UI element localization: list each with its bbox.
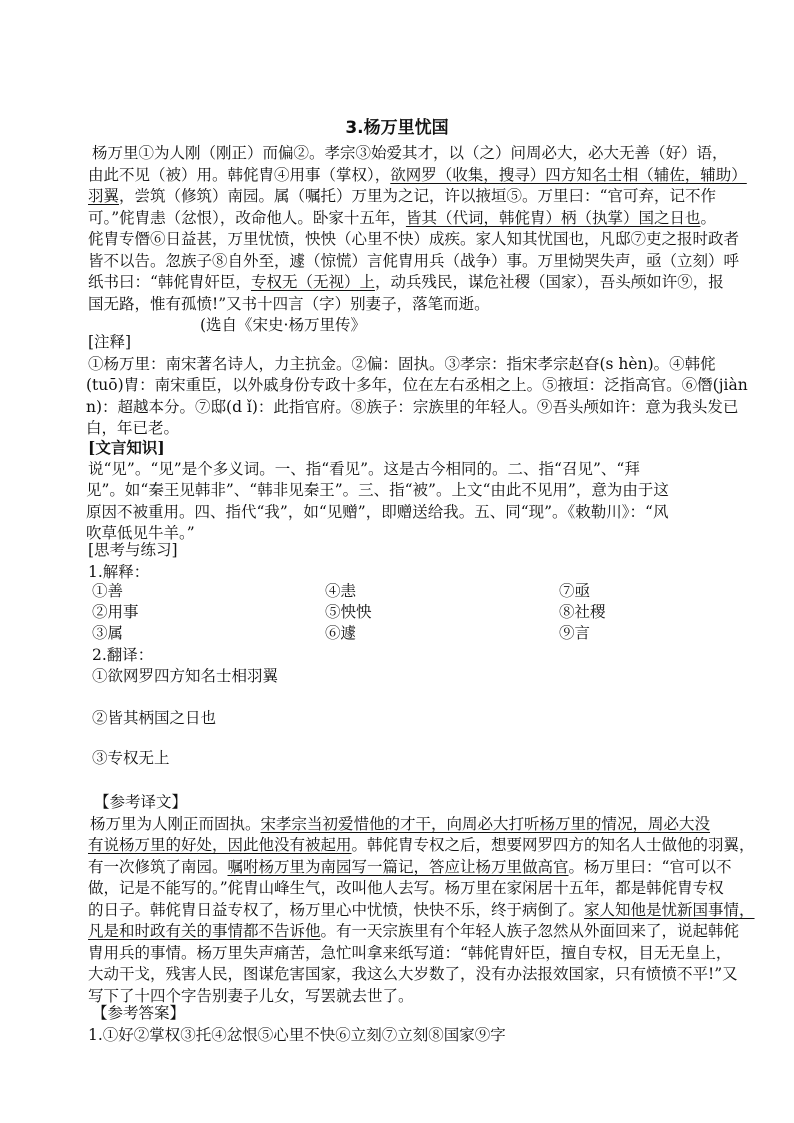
translation-line: 胄用兵的事情。杨万里失声痛苦，急忙叫拿来纸写道：“韩侂胄奸臣，擅自专权，目无无皇上， — [88, 943, 732, 962]
translate-item: ②皆其柄国之日也 — [92, 709, 217, 727]
vocab-item: ⑨言 — [559, 624, 591, 642]
notes-line: 白，年已老。 — [86, 419, 180, 437]
notes-heading: [注释] — [88, 333, 132, 351]
translation-line: 大动干戈，残害人民，图谋危害国家，我这么大岁数了，没有办法报效国家，只有愤愤不平!”又 — [88, 965, 738, 983]
passage-line: 纸书曰：“韩侂胄奸臣，专权无（无视）上，动兵残民，谋危社稷（国家），吾头颅如许⑨，报 — [88, 273, 724, 291]
notes-section — [86, 332, 748, 440]
notes-line: ①杨万里：南宋著名诗人，力主抗金。②偏：固执。③孝宗：指宋孝宗赵昚(s hèn)。④韩侂 — [88, 354, 716, 373]
translation-section — [88, 792, 755, 1007]
knowledge-line: 说“见”。“见”是个多义词。一、指“看见”。这是古今相同的。二、指“召见”、“拜 — [88, 459, 640, 478]
knowledge-line: 吹草低见牛羊。” — [86, 524, 195, 542]
vocab-item: ⑧社稷 — [559, 603, 606, 621]
translation-line: 的日子。韩侂胄日益专权了，杨万里心中忧愤，快快不乐，终于病倒了。家人知他是忧新国事情， — [88, 900, 755, 919]
question-2-label: 2.翻译： — [92, 646, 154, 664]
translation-line: 做，记是不能写的。”侂胄山峰生气，改叫他人去写。杨万里在家闲居十五年，都是韩侂胄专权 — [88, 879, 724, 897]
passage-text — [88, 143, 747, 315]
translate-item: ①欲网罗四方知名士相羽翼 — [92, 667, 279, 685]
answer-heading: 【参考答案】 — [92, 1004, 186, 1022]
vocab-item: ①善 — [92, 582, 124, 600]
exercise-heading: [思考与练习] — [88, 541, 178, 559]
translation-line: 有一次修筑了南园。嘱咐杨万里为南园写一篇记，答应让杨万里做高官。杨万里曰：“官可以不 — [88, 857, 732, 876]
vocab-row — [92, 623, 742, 644]
passage-line: 国无路，惟有孤愤!”又书十四言（字）别妻子，落笔而逝。 — [88, 294, 490, 313]
vocab-row — [92, 602, 742, 623]
vocab-item: ⑤怏怏 — [325, 603, 372, 621]
translation-line: 杨万里为人刚正而固执。宋孝宗当初爱惜他的才干，向周必大打听杨万里的情况，周必大没 — [90, 814, 711, 833]
passage-line: 皆不以告。忽族子⑧自外至，遽（惊慌）言侂胄用兵（战争）事。万里恸哭失声，亟（立刻）呼 — [88, 251, 740, 270]
question-1-label: 1.解释： — [88, 562, 150, 581]
passage-line: 可。”侂胄恚（忿恨），改命他人。卧家十五年，皆其（代词，韩侂胄）柄（执掌）国之日也。 — [88, 208, 716, 227]
vocab-item: ⑥遽 — [325, 624, 357, 642]
vocab-item: ②用事 — [92, 603, 139, 621]
vocab-row — [92, 581, 742, 602]
knowledge-section — [88, 437, 738, 545]
vocab-item: ③属 — [92, 624, 124, 642]
translate-item: ③专权无上 — [92, 749, 170, 767]
page-title: 3.杨万里忧国 — [345, 118, 449, 138]
knowledge-line: 原因不被重用。四、指代“我”，如“见赠”，即赠送给我。五、同“现”。《敕勒川》：“风 — [86, 502, 669, 521]
passage-line: 由此不见（被）用。韩侂胄④用事（掌权），欲网罗（收集，搜寻）四方知名士相（辅佐，辅助） — [88, 165, 747, 184]
source-citation: (选自《宋史·杨万里传》 — [200, 316, 366, 334]
passage-line: 侂胄专僭⑥日益甚，万里忧愤，怏怏（心里不快）成疾。家人知其忧国也，凡邸⑦吏之报时政者 — [88, 230, 740, 248]
translation-heading: 【参考译文】 — [94, 793, 188, 811]
exercise-section — [88, 540, 738, 583]
translation-line: 写下了十四个字告别妻子儿女，写罢就去世了。 — [88, 986, 414, 1005]
vocab-grid — [92, 581, 742, 644]
passage-line: 杨万里①为人刚（刚正）而偏②。孝宗③始爱其才，以（之）问周必大，必大无善（好）语， — [92, 144, 728, 162]
answer-section — [88, 1003, 738, 1046]
notes-line: n)：超越本分。⑦邸(d ǐ)：此指官府。⑧族子：宗族里的年轻人。⑨吾头颅如许：意为我头发已 — [86, 397, 739, 416]
answer-line: 1.①好②掌权③托④忿恨⑤心里不快⑥立刻⑦立刻⑧国家⑨字 — [88, 1025, 506, 1044]
vocab-item: ⑦亟 — [559, 582, 591, 600]
vocab-item: ④恚 — [325, 582, 357, 600]
translation-line: 有说杨万里的好处，因此他没有被起用。韩侂胄专权之后，想要网罗四方的知名人士做他的羽翼， — [88, 836, 755, 854]
passage-line: 羽翼，尝筑（修筑）南园。属（嘱托）万里为之记，许以掖垣⑤。万里曰：“官可弃，记不作 — [88, 187, 716, 205]
knowledge-line: 见”。如“秦王见韩非”、“韩非见秦王”。三、指“被”。上文“由此不见用”，意为由于这 — [86, 481, 669, 499]
translation-line: 凡是和时政有关的事情都不告诉他。有一天宗族里有个年轻人族子忽然从外面回来了，说起韩侂 — [88, 922, 740, 940]
knowledge-heading: [文言知识] — [88, 438, 165, 457]
notes-line: (tuō)胄：南宋重臣，以外戚身份专政十多年，位在左右丞相之上。⑤掖垣：泛指高官。⑥僭(jiàn — [86, 376, 748, 394]
